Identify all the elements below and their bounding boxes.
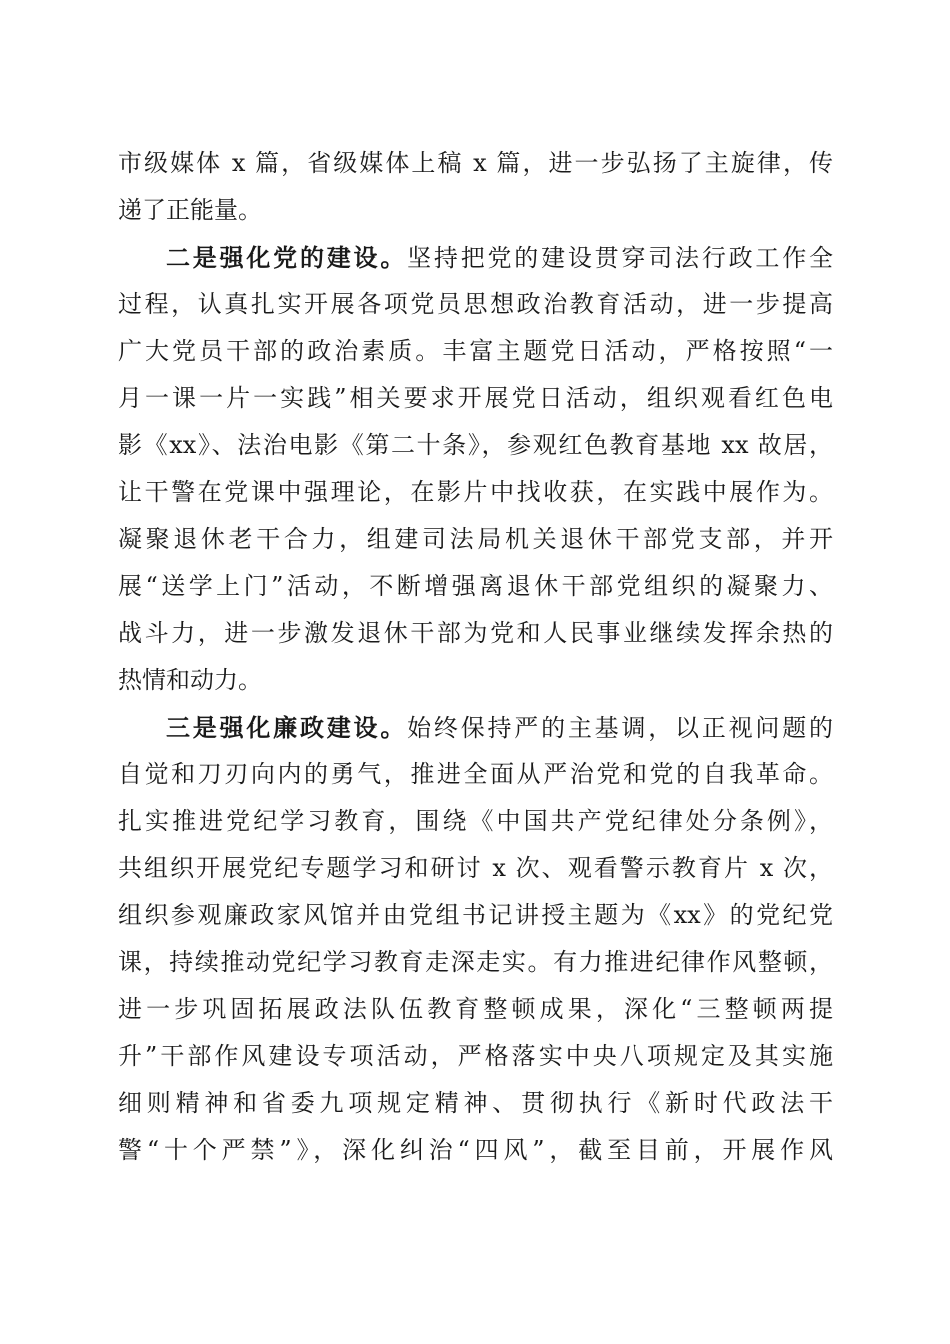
text-line: 热情和动力。 <box>118 666 262 694</box>
text-line: 凝聚退休老干合力，组建司法局机关退休干部党支部，并开 <box>118 525 833 553</box>
document-body <box>118 140 833 1174</box>
paragraph-heading-line <box>118 704 833 751</box>
paragraph-lead: 三是强化廉政建设。 <box>166 713 408 742</box>
text-line: 战斗力，进一步激发退休干部为党和人民事业继续发挥余热的 <box>118 619 833 647</box>
text-line: 共组织开展党纪专题学习和研讨 x 次、观看警示教育片 x 次， <box>118 854 833 882</box>
text-line: 递了正能量。 <box>118 196 262 224</box>
text-line: 月一课一片一实践”相关要求开展党日活动，组织观看红色电 <box>118 384 833 412</box>
text-line: 影《xx》、法治电影《第二十条》，参观红色教育基地 xx 故居， <box>118 431 833 459</box>
text-line: 升”干部作风建设专项活动，严格落实中央八项规定及其实施 <box>118 1042 833 1070</box>
paragraph-lead: 二是强化党的建设。 <box>166 243 408 272</box>
text-line: 市级媒体 x 篇，省级媒体上稿 x 篇，进一步弘扬了主旋律，传 <box>118 149 833 177</box>
paragraph-lead-text: 始终保持严的主基调，以正视问题的 <box>407 714 833 742</box>
text-line: 广大党员干部的政治素质。丰富主题党日活动，严格按照“一 <box>118 337 833 365</box>
text-line: 警“十个严禁”》，深化纠治“四风”，截至目前，开展作风 <box>118 1136 833 1164</box>
paragraph-heading-line <box>118 234 833 281</box>
text-line: 扎实推进党纪学习教育，围绕《中国共产党纪律处分条例》， <box>118 807 833 835</box>
text-line: 课，持续推动党纪学习教育走深走实。有力推进纪律作风整顿， <box>118 948 833 976</box>
text-line: 让干警在党课中强理论，在影片中找收获，在实践中展作为。 <box>118 478 833 506</box>
text-line: 进一步巩固拓展政法队伍教育整顿成果，深化“三整顿两提 <box>118 995 833 1023</box>
text-line: 细则精神和省委九项规定精神、贯彻执行《新时代政法干 <box>118 1089 833 1117</box>
text-line: 组织参观廉政家风馆并由党组书记讲授主题为《xx》的党纪党 <box>118 901 833 929</box>
text-line: 过程，认真扎实开展各项党员思想政治教育活动，进一步提高 <box>118 290 833 318</box>
paragraph-lead-text: 坚持把党的建设贯穿司法行政工作全 <box>407 244 833 272</box>
text-line: 自觉和刀刃向内的勇气，推进全面从严治党和党的自我革命。 <box>118 760 833 788</box>
text-line: 展“送学上门”活动，不断增强离退休干部党组织的凝聚力、 <box>118 572 833 600</box>
